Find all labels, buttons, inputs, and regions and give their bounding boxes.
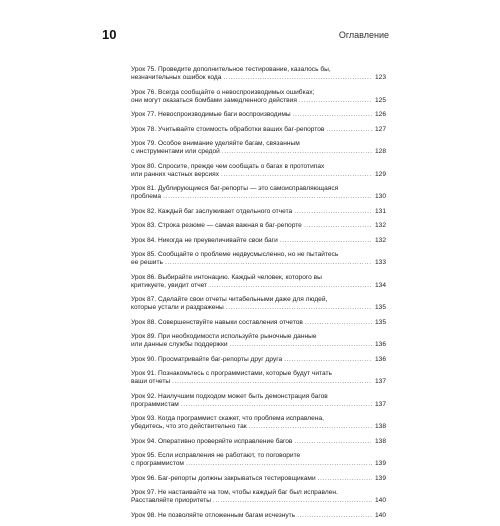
dot-leader bbox=[294, 208, 372, 216]
toc-entry bbox=[131, 66, 386, 82]
toc-entry-title-line: проблема bbox=[131, 193, 162, 201]
toc-entry-last-line bbox=[131, 74, 386, 82]
dot-leader bbox=[221, 171, 372, 179]
toc-entry-page-number: 135 bbox=[374, 318, 386, 326]
toc-entry bbox=[131, 185, 386, 201]
toc-entry-last-line bbox=[131, 208, 386, 216]
toc-entry-title-line: Урок 98. Не позволяйте отложенным багам исчезнуть bbox=[131, 511, 296, 519]
toc-entry-title-line: или данные службы поддержки bbox=[131, 341, 228, 349]
dot-leader bbox=[186, 460, 372, 468]
dot-leader bbox=[222, 148, 372, 156]
toc-entry bbox=[131, 89, 386, 105]
toc-entry-last-line bbox=[131, 423, 386, 431]
toc-entry-page-number: 139 bbox=[374, 460, 386, 468]
toc-entry-title-line: Урок 86. Выбирайте интонацию. Каждый человек, которого вы bbox=[131, 273, 322, 281]
toc-entry-title-line: Урок 92. Наилучшим подходом может быть демонстрация багов bbox=[131, 392, 328, 400]
toc-entry bbox=[131, 415, 386, 431]
toc-entry bbox=[131, 333, 386, 349]
toc-entry-title-line: программистам bbox=[131, 400, 179, 408]
toc-entry-page-number: 125 bbox=[374, 96, 386, 104]
toc-entry-title-line: Урок 97. Не настаивайте на том, чтобы каждый баг был исправлен. bbox=[131, 489, 338, 497]
toc-entry-last-line bbox=[131, 378, 386, 386]
dot-leader bbox=[249, 423, 372, 431]
toc-entry-page-number: 139 bbox=[374, 474, 386, 482]
dot-leader bbox=[223, 74, 372, 82]
dot-leader bbox=[318, 475, 372, 483]
toc-entry bbox=[131, 370, 386, 386]
dot-leader bbox=[299, 97, 372, 105]
toc-entry bbox=[131, 296, 386, 312]
toc-entry-last-line bbox=[131, 512, 386, 520]
toc-entry-page-number: 138 bbox=[374, 423, 386, 431]
toc-entry-title-line: убедитесь, что это действительно так bbox=[131, 423, 247, 431]
toc-entry-last-line bbox=[131, 171, 386, 179]
toc-entry bbox=[131, 140, 386, 156]
toc-entry-title-line: Урок 83. Строка резюме — самая важная в баг-репорте bbox=[131, 222, 302, 230]
toc-entry-last-line bbox=[131, 341, 386, 349]
page-number: 10 bbox=[102, 27, 117, 42]
toc-entry bbox=[131, 438, 386, 446]
toc-entry-title-line: Расставляйте приоритеты bbox=[131, 497, 212, 505]
toc-entry-last-line bbox=[131, 126, 386, 134]
toc-entry bbox=[131, 319, 386, 327]
toc-entry-title-line: Урок 84. Никогда не преувеличивайте свои баги bbox=[131, 236, 278, 244]
toc-entry-title-line: критикуете, увидит отчет bbox=[131, 281, 208, 289]
toc-entry-title-line: Урок 93. Когда программист скажет, что проблема исправлена, bbox=[131, 415, 324, 423]
toc-entry-last-line bbox=[131, 148, 386, 156]
toc-entry bbox=[131, 393, 386, 409]
dot-leader bbox=[284, 356, 372, 364]
toc-entry-page-number: 131 bbox=[374, 207, 386, 215]
toc-entry-page-number: 134 bbox=[374, 281, 386, 289]
dot-leader bbox=[326, 126, 372, 134]
toc-entry-title-line: Урок 78. Учитывайте стоимость обработки ваших баг-репортов bbox=[131, 125, 325, 133]
toc-entry-page-number: 127 bbox=[374, 125, 386, 133]
section-title: Оглавление bbox=[338, 30, 389, 40]
toc-entry bbox=[131, 475, 386, 483]
toc-entry-last-line bbox=[131, 319, 386, 327]
toc-entry-title-line: с программистом bbox=[131, 460, 184, 468]
toc-entry-last-line bbox=[131, 259, 386, 267]
toc-entry-last-line bbox=[131, 282, 386, 290]
toc-entry-title-line: ее решить bbox=[131, 259, 163, 267]
dot-leader bbox=[213, 497, 372, 505]
toc-entry bbox=[131, 512, 386, 520]
dot-leader bbox=[304, 222, 372, 230]
toc-entry-page-number: 130 bbox=[374, 193, 386, 201]
toc-entry-title-line: Урок 89. При необходимости используйте рыночные данные bbox=[131, 333, 317, 341]
toc-entry-title-line: Урок 76. Всегда сообщайте о невоспроизводимых ошибках; bbox=[131, 88, 315, 96]
dot-leader bbox=[305, 319, 372, 327]
toc-entry-title-line: Урок 91. Познакомьтесь с программистами, которые будут читать bbox=[131, 370, 332, 378]
dot-leader bbox=[181, 401, 372, 409]
toc-entry-title-line: незначительных ошибок кода bbox=[131, 74, 222, 82]
toc-entry-title-line: Урок 81. Дублирующиеся баг-репорты — это самоисправляющаяся bbox=[131, 185, 339, 193]
toc-entry-page-number: 132 bbox=[374, 236, 386, 244]
toc-entry-last-line bbox=[131, 475, 386, 483]
toc-entry-page-number: 140 bbox=[374, 511, 386, 519]
toc-entry-page-number: 132 bbox=[374, 222, 386, 230]
toc-entry-title-line: Урок 79. Особое внимание уделяйте багам, связанным bbox=[131, 139, 300, 147]
toc-entry-title-line: Урок 90. Просматривайте баг-репорты друг друга bbox=[131, 355, 283, 363]
toc-entry-title-line: или ранних частных версиях bbox=[131, 170, 220, 178]
toc-entry-title-line: Урок 80. Спросите, прежде чем сообщать о багах в прототипах bbox=[131, 162, 325, 170]
toc-entry-title-line: ваши отчеты bbox=[131, 378, 171, 386]
toc-entry bbox=[131, 452, 386, 468]
toc-entry bbox=[131, 489, 386, 505]
toc-entry-page-number: 136 bbox=[374, 341, 386, 349]
dot-leader bbox=[230, 341, 372, 349]
toc-entry bbox=[131, 208, 386, 216]
toc-entry-last-line bbox=[131, 438, 386, 446]
toc-entry bbox=[131, 222, 386, 230]
toc-entry-page-number: 135 bbox=[374, 304, 386, 312]
toc-entry-last-line bbox=[131, 356, 386, 364]
dot-leader bbox=[226, 304, 372, 312]
toc-entry-title-line: которые устали и раздражены bbox=[131, 304, 224, 312]
toc-entry-last-line bbox=[131, 460, 386, 468]
toc-entry-page-number: 129 bbox=[374, 170, 386, 178]
toc-entry-last-line bbox=[131, 497, 386, 505]
toc-entry-page-number: 128 bbox=[374, 148, 386, 156]
toc-entry-page-number: 126 bbox=[374, 111, 386, 119]
toc-entry-title-line: с инструментами или средой bbox=[131, 148, 220, 156]
toc-entry bbox=[131, 126, 386, 134]
toc-entry-last-line bbox=[131, 222, 386, 230]
toc-entry-last-line bbox=[131, 401, 386, 409]
table-of-contents bbox=[131, 66, 386, 526]
toc-entry-last-line bbox=[131, 97, 386, 105]
toc-entry-page-number: 137 bbox=[374, 400, 386, 408]
toc-entry bbox=[131, 251, 386, 267]
dot-leader bbox=[163, 193, 372, 201]
toc-entry bbox=[131, 163, 386, 179]
toc-entry-last-line bbox=[131, 237, 386, 245]
dot-leader bbox=[165, 259, 372, 267]
toc-entry-title-line: Урок 96. Баг-репорты должны закрываться тестировщиками bbox=[131, 474, 316, 482]
toc-entry bbox=[131, 111, 386, 119]
dot-leader bbox=[293, 111, 372, 119]
toc-entry-page-number: 137 bbox=[374, 378, 386, 386]
toc-entry bbox=[131, 237, 386, 245]
dot-leader bbox=[294, 438, 372, 446]
toc-entry-page-number: 140 bbox=[374, 497, 386, 505]
toc-entry-title-line: Урок 82. Каждый баг заслуживает отдельного отчета bbox=[131, 207, 293, 215]
dot-leader bbox=[172, 378, 372, 386]
toc-entry-title-line: Урок 87. Сделайте свои отчеты читабельными даже для людей, bbox=[131, 296, 328, 304]
toc-entry-title-line: Урок 95. Если исправления не работают, то поговорите bbox=[131, 452, 301, 460]
toc-entry bbox=[131, 274, 386, 290]
toc-entry-page-number: 133 bbox=[374, 259, 386, 267]
toc-entry-page-number: 138 bbox=[374, 437, 386, 445]
toc-entry-last-line bbox=[131, 193, 386, 201]
toc-entry-title-line: Урок 77. Невоспроизводимые баги воспроизводимы bbox=[131, 111, 291, 119]
dot-leader bbox=[280, 237, 372, 245]
toc-entry bbox=[131, 356, 386, 364]
toc-entry-title-line: Урок 94. Оперативно проверяйте исправление багов bbox=[131, 437, 293, 445]
dot-leader bbox=[297, 512, 372, 520]
dot-leader bbox=[209, 282, 372, 290]
toc-entry-title-line: Урок 75. Проведите дополнительное тестирование, казалось бы, bbox=[131, 66, 331, 73]
toc-entry-last-line bbox=[131, 111, 386, 119]
toc-entry-title-line: Урок 85. Сообщайте о проблеме недвусмысленно, но не пытайтесь bbox=[131, 250, 339, 258]
toc-entry-last-line bbox=[131, 304, 386, 312]
toc-entry-page-number: 136 bbox=[374, 355, 386, 363]
toc-entry-title-line: Урок 88. Совершенствуйте навыки составления отчетов bbox=[131, 318, 303, 326]
toc-entry-title-line: они могут оказаться бомбами замедленного действия bbox=[131, 96, 297, 104]
toc-entry-page-number: 123 bbox=[374, 74, 386, 82]
